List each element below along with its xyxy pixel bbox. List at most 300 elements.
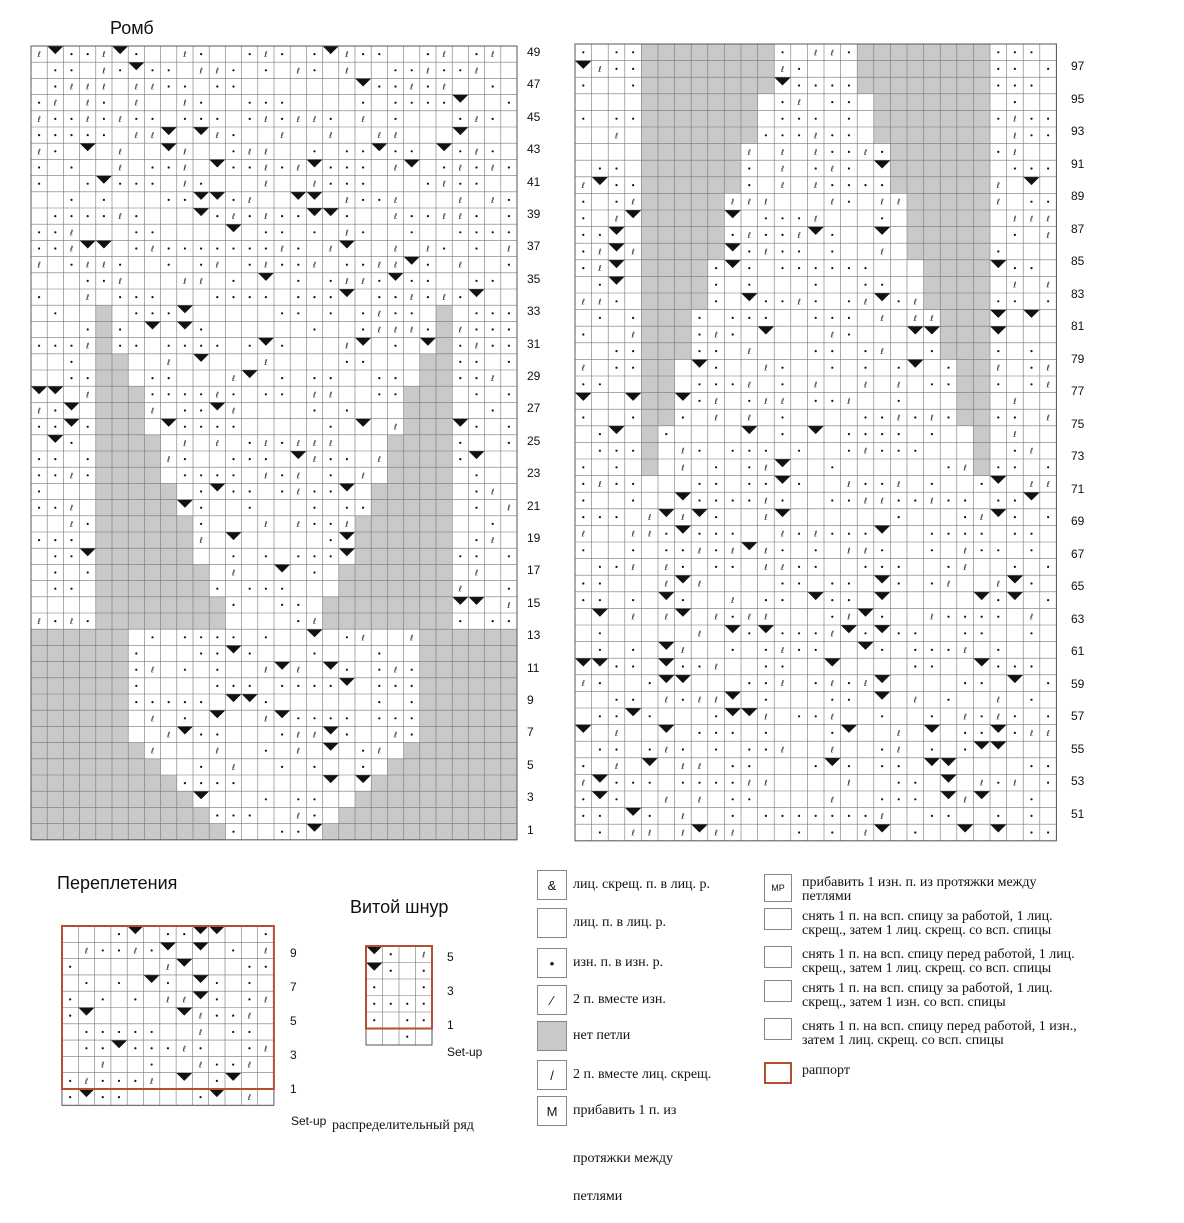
svg-text:ℓ: ℓ — [614, 214, 619, 224]
purl-dot — [765, 300, 767, 302]
purl-dot — [997, 350, 999, 352]
svg-text:ℓ: ℓ — [474, 341, 479, 351]
purl-dot — [881, 765, 883, 767]
svg-text:ℓ: ℓ — [37, 114, 41, 124]
purl-dot — [475, 53, 477, 55]
purl-dot — [102, 1080, 104, 1082]
purl-dot — [411, 280, 413, 282]
purl-dot — [931, 715, 933, 717]
purl-dot — [38, 490, 40, 492]
purl-dot — [313, 717, 315, 719]
purl-dot — [443, 166, 445, 168]
purl-dot — [582, 483, 584, 485]
purl-dot — [492, 620, 494, 622]
purl-dot — [864, 267, 866, 269]
svg-text:ℓ: ℓ — [199, 536, 203, 546]
svg-text:ℓ: ℓ — [198, 1060, 203, 1070]
purl-dot — [831, 151, 833, 153]
purl-dot — [103, 215, 105, 217]
purl-dot — [346, 183, 348, 185]
purl-dot — [1047, 300, 1049, 302]
purl-dot — [848, 84, 850, 86]
purl-dot — [216, 733, 218, 735]
purl-dot — [748, 483, 750, 485]
svg-text:ℓ: ℓ — [280, 244, 284, 254]
svg-text:ℓ: ℓ — [377, 455, 381, 465]
purl-dot — [864, 815, 866, 817]
purl-dot — [1014, 234, 1016, 236]
purl-dot — [1030, 549, 1032, 551]
svg-text:ℓ: ℓ — [86, 293, 90, 303]
purl-dot — [848, 151, 850, 153]
purl-dot — [732, 616, 734, 618]
svg-text:ℓ: ℓ — [980, 778, 984, 788]
purl-dot — [649, 815, 651, 817]
svg-text:ℓ: ℓ — [731, 596, 735, 606]
row-number: 43 — [527, 142, 541, 157]
svg-text:ℓ: ℓ — [264, 114, 268, 124]
svg-text:ℓ: ℓ — [247, 1011, 252, 1021]
svg-text:ℓ: ℓ — [714, 396, 718, 406]
purl-dot — [831, 400, 833, 402]
purl-dot — [947, 616, 949, 618]
purl-dot — [330, 474, 332, 476]
svg-text:ℓ: ℓ — [731, 546, 735, 556]
purl-dot — [815, 284, 817, 286]
purl-dot — [715, 350, 717, 352]
row-number: 5 — [527, 757, 534, 772]
knit-two-together-icon: / — [537, 1060, 567, 1090]
row-number: 37 — [527, 239, 541, 254]
svg-text:ℓ: ℓ — [458, 212, 462, 222]
purl-dot — [997, 616, 999, 618]
svg-text:ℓ: ℓ — [361, 633, 365, 643]
svg-text:ℓ: ℓ — [248, 195, 252, 205]
svg-text:ℓ: ℓ — [458, 260, 462, 270]
svg-text:ℓ: ℓ — [215, 66, 219, 76]
row-number: 49 — [527, 45, 541, 59]
svg-text:ℓ: ℓ — [897, 413, 901, 423]
purl-dot — [1030, 51, 1032, 53]
purl-dot — [216, 296, 218, 298]
purl-dot — [373, 986, 375, 988]
svg-text:ℓ: ℓ — [231, 568, 236, 578]
purl-dot — [682, 599, 684, 601]
purl-dot — [87, 571, 89, 573]
svg-text:ℓ: ℓ — [963, 645, 967, 655]
purl-dot — [864, 433, 866, 435]
purl-dot — [184, 409, 186, 411]
svg-text:ℓ: ℓ — [681, 762, 685, 772]
svg-text:ℓ: ℓ — [393, 730, 398, 740]
svg-text:ℓ: ℓ — [764, 496, 768, 506]
purl-dot — [232, 280, 234, 282]
purl-dot — [427, 183, 429, 185]
purl-dot — [362, 264, 364, 266]
svg-text:ℓ: ℓ — [442, 179, 446, 189]
purl-dot — [200, 393, 202, 395]
purl-dot — [848, 51, 850, 53]
purl-dot — [232, 426, 234, 428]
purl-dot — [997, 782, 999, 784]
purl-dot — [1030, 383, 1032, 385]
purl-dot — [748, 400, 750, 402]
purl-dot — [599, 383, 601, 385]
vitoy-grid — [366, 946, 432, 1045]
purl-dot — [168, 85, 170, 87]
purl-dot — [582, 815, 584, 817]
purl-dot — [765, 217, 767, 219]
purl-dot — [508, 442, 510, 444]
purl-dot — [313, 571, 315, 573]
purl-dot — [781, 632, 783, 634]
purl-dot — [200, 183, 202, 185]
svg-text:ℓ: ℓ — [215, 390, 219, 400]
purl-dot — [508, 555, 510, 557]
purl-dot — [216, 982, 218, 984]
purl-dot — [1047, 682, 1049, 684]
purl-dot — [362, 183, 364, 185]
svg-text:ℓ: ℓ — [913, 297, 917, 307]
purl-dot — [390, 1003, 392, 1005]
purl-dot — [38, 166, 40, 168]
row-number: 31 — [527, 336, 541, 351]
svg-text:ℓ: ℓ — [345, 50, 349, 60]
purl-dot — [632, 367, 634, 369]
purl-dot — [232, 150, 234, 152]
svg-text:ℓ: ℓ — [474, 147, 479, 157]
svg-text:ℓ: ℓ — [183, 276, 187, 286]
purl-dot — [330, 717, 332, 719]
purl-dot — [698, 333, 700, 335]
purl-dot — [981, 533, 983, 535]
purl-dot — [265, 588, 267, 590]
purl-dot — [698, 533, 700, 535]
purl-dot — [599, 234, 601, 236]
purl-dot — [981, 682, 983, 684]
svg-text:ℓ: ℓ — [150, 665, 155, 675]
purl-dot — [297, 685, 299, 687]
svg-text:ℓ: ℓ — [345, 195, 349, 205]
svg-text:ℓ: ℓ — [1046, 214, 1050, 224]
purl-dot — [135, 669, 137, 671]
purl-dot — [732, 499, 734, 501]
purl-dot — [411, 685, 413, 687]
purl-dot — [798, 483, 800, 485]
purl-dot — [914, 499, 916, 501]
purl-dot — [281, 588, 283, 590]
purl-dot — [38, 458, 40, 460]
purl-dot — [362, 199, 364, 201]
svg-text:ℓ: ℓ — [296, 730, 300, 740]
svg-text:ℓ: ℓ — [863, 496, 868, 506]
purl-dot — [151, 393, 153, 395]
purl-dot — [632, 118, 634, 120]
purl-dot — [1047, 715, 1049, 717]
purl-dot — [864, 284, 866, 286]
purl-dot — [582, 582, 584, 584]
purl-dot — [87, 328, 89, 330]
purl-dot — [1030, 665, 1032, 667]
purl-dot — [508, 199, 510, 201]
svg-text:ℓ: ℓ — [1013, 280, 1017, 290]
purl-dot — [475, 312, 477, 314]
purl-dot — [914, 416, 916, 418]
purl-dot — [492, 328, 494, 330]
purl-dot — [184, 474, 186, 476]
purl-dot — [216, 782, 218, 784]
purl-dot — [931, 433, 933, 435]
legend-text: лиц. скрещ. п. в лиц. р. — [573, 877, 711, 892]
purl-dot — [87, 280, 89, 282]
purl-dot — [682, 782, 684, 784]
purl-dot — [748, 184, 750, 186]
purl-dot — [599, 748, 601, 750]
svg-text:ℓ: ℓ — [780, 745, 785, 755]
svg-text:ℓ: ℓ — [329, 438, 333, 448]
purl-dot — [881, 416, 883, 418]
svg-text:ℓ: ℓ — [1029, 612, 1034, 622]
purl-dot — [997, 599, 999, 601]
purl-dot — [964, 632, 966, 634]
svg-text:ℓ: ℓ — [863, 446, 868, 456]
svg-text:ℓ: ℓ — [182, 1044, 186, 1054]
purl-dot — [715, 367, 717, 369]
svg-text:ℓ: ℓ — [830, 197, 834, 207]
purl-dot — [38, 134, 40, 136]
purl-dot — [831, 184, 833, 186]
row-number: 75 — [1071, 416, 1085, 431]
purl-dot — [102, 998, 104, 1000]
purl-dot — [632, 51, 634, 53]
purl-dot — [200, 733, 202, 735]
svg-text:ℓ: ℓ — [581, 181, 585, 191]
purl-dot — [70, 539, 72, 541]
purl-dot — [85, 1047, 87, 1049]
purl-dot — [732, 815, 734, 817]
purl-dot — [732, 333, 734, 335]
svg-text:ℓ: ℓ — [377, 309, 381, 319]
purl-dot — [346, 717, 348, 719]
svg-text:ℓ: ℓ — [102, 50, 106, 60]
purl-dot — [698, 732, 700, 734]
purl-dot — [615, 665, 617, 667]
purl-dot — [615, 68, 617, 70]
svg-text:ℓ: ℓ — [614, 131, 619, 141]
svg-text:ℓ: ℓ — [312, 390, 317, 400]
purl-dot — [492, 85, 494, 87]
purl-dot — [265, 750, 267, 752]
purl-dot — [997, 815, 999, 817]
svg-text:ℓ: ℓ — [264, 260, 268, 270]
svg-text:ℓ: ℓ — [264, 179, 268, 189]
purl-dot — [682, 549, 684, 551]
svg-text:ℓ: ℓ — [1046, 728, 1050, 738]
purl-dot — [200, 264, 202, 266]
purl-dot — [947, 367, 949, 369]
purl-dot — [632, 416, 634, 418]
purl-dot — [831, 599, 833, 601]
purl-dot — [848, 317, 850, 319]
purl-dot — [362, 53, 364, 55]
purl-dot — [1047, 831, 1049, 833]
purl-dot — [168, 377, 170, 379]
svg-text:ℓ: ℓ — [780, 396, 785, 406]
svg-text:ℓ: ℓ — [507, 600, 511, 610]
purl-dot — [732, 317, 734, 319]
row-number: 97 — [1071, 59, 1085, 73]
svg-text:ℓ: ℓ — [393, 422, 398, 432]
purl-dot — [582, 267, 584, 269]
purl-dot — [281, 685, 283, 687]
purl-dot — [346, 669, 348, 671]
purl-dot — [715, 466, 717, 468]
purl-dot — [411, 150, 413, 152]
purl-dot — [134, 1047, 136, 1049]
purl-dot — [931, 649, 933, 651]
svg-text:ℓ: ℓ — [199, 66, 203, 76]
purl-dot — [168, 247, 170, 249]
purl-dot — [798, 84, 800, 86]
purl-dot — [70, 215, 72, 217]
purl-dot — [492, 280, 494, 282]
purl-dot — [864, 367, 866, 369]
row-number: 69 — [1071, 514, 1085, 528]
vitoy-title: Витой шнур — [350, 897, 449, 917]
purl-dot — [346, 409, 348, 411]
purl-dot — [281, 766, 283, 768]
purl-dot — [313, 296, 315, 298]
legend-text: 2 п. вместе лиц. скрещ. — [573, 1067, 712, 1082]
purl-dot — [297, 280, 299, 282]
purl-dot — [281, 53, 283, 55]
purl-dot — [183, 933, 185, 935]
row-number: 19 — [527, 531, 541, 545]
svg-text:ℓ: ℓ — [410, 325, 414, 335]
purl-dot — [914, 782, 916, 784]
purl-dot — [216, 215, 218, 217]
svg-text:ℓ: ℓ — [1013, 214, 1017, 224]
purl-dot — [715, 549, 717, 551]
svg-text:ℓ: ℓ — [880, 313, 884, 323]
svg-text:ℓ: ℓ — [264, 471, 268, 481]
purl-dot — [87, 183, 89, 185]
purl-dot — [232, 555, 234, 557]
svg-text:ℓ: ℓ — [598, 297, 602, 307]
purl-dot — [70, 588, 72, 590]
purl-dot — [599, 582, 601, 584]
purl-dot — [330, 458, 332, 460]
purl-dot — [1030, 765, 1032, 767]
purl-dot — [87, 215, 89, 217]
purl-dot — [54, 458, 56, 460]
svg-text:ℓ: ℓ — [86, 82, 90, 92]
purl-dot — [632, 549, 634, 551]
purl-dot — [87, 458, 89, 460]
purl-dot — [427, 296, 429, 298]
purl-dot — [362, 231, 364, 233]
purl-dot — [815, 765, 817, 767]
purl-dot — [232, 636, 234, 638]
purl-dot — [232, 69, 234, 71]
svg-text:ℓ: ℓ — [231, 406, 236, 416]
svg-text:ℓ: ℓ — [507, 503, 511, 513]
purl-dot — [914, 831, 916, 833]
purl-dot — [362, 328, 364, 330]
purl-dot — [378, 652, 380, 654]
purl-dot — [70, 166, 72, 168]
svg-text:ℓ: ℓ — [1013, 396, 1017, 406]
purl-dot — [168, 199, 170, 201]
purl-dot — [732, 782, 734, 784]
purl-dot — [732, 533, 734, 535]
purl-dot — [232, 782, 234, 784]
svg-text:ℓ: ℓ — [329, 131, 333, 141]
svg-text:ℓ: ℓ — [996, 181, 1000, 191]
svg-text:ℓ: ℓ — [648, 513, 652, 523]
purl-dot — [981, 632, 983, 634]
purl-dot — [508, 393, 510, 395]
purl-dot — [1014, 533, 1016, 535]
svg-text:ℓ: ℓ — [118, 147, 122, 157]
svg-text:ℓ: ℓ — [681, 463, 685, 473]
row-number: 89 — [1071, 189, 1085, 203]
svg-text:ℓ: ℓ — [264, 163, 268, 173]
svg-text:ℓ: ℓ — [913, 695, 917, 705]
purl-dot — [798, 649, 800, 651]
purl-dot — [313, 523, 315, 525]
purl-dot — [297, 831, 299, 833]
purl-dot — [748, 284, 750, 286]
purl-dot — [378, 685, 380, 687]
purl-dot — [615, 566, 617, 568]
purl-dot — [715, 284, 717, 286]
purl-dot — [748, 250, 750, 252]
row-number: 85 — [1071, 254, 1085, 268]
purl-dot — [475, 166, 477, 168]
purl-dot — [265, 247, 267, 249]
purl-dot — [459, 296, 461, 298]
purl-dot — [427, 264, 429, 266]
svg-text:ℓ: ℓ — [880, 347, 884, 357]
purl-dot — [765, 699, 767, 701]
purl-dot — [1047, 134, 1049, 136]
svg-text:ℓ: ℓ — [1046, 479, 1050, 489]
row-number: 27 — [527, 401, 541, 416]
purl-dot — [815, 317, 817, 319]
purl-dot — [249, 53, 251, 55]
purl-dot — [85, 982, 87, 984]
purl-dot — [1014, 450, 1016, 452]
purl-dot — [362, 361, 364, 363]
purl-dot — [831, 267, 833, 269]
svg-text:ℓ: ℓ — [102, 82, 106, 92]
purl-dot — [798, 831, 800, 833]
row-number: 3 — [290, 1048, 297, 1062]
svg-text:ℓ: ℓ — [410, 633, 414, 643]
svg-text:ℓ: ℓ — [930, 612, 934, 622]
pereplet-setup-note: распределительный ряд — [332, 1118, 474, 1133]
purl-dot — [184, 636, 186, 638]
purl-dot — [765, 682, 767, 684]
svg-text:ℓ: ℓ — [581, 679, 585, 689]
purl-dot — [475, 539, 477, 541]
legend-text: петлями — [802, 889, 852, 904]
purl-dot — [997, 416, 999, 418]
purl-dot — [151, 636, 153, 638]
purl-dot — [682, 416, 684, 418]
svg-text:ℓ: ℓ — [780, 181, 785, 191]
